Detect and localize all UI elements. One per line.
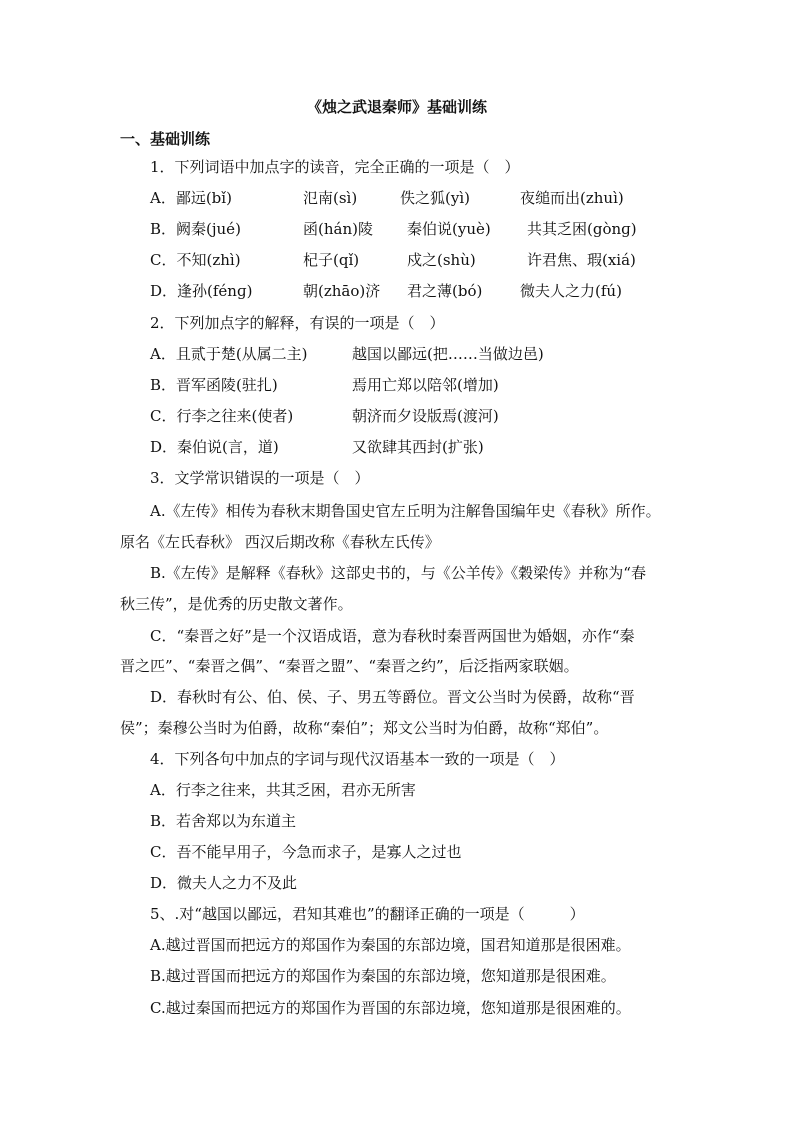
q1-b-item-3: 秦伯说(yuè) <box>407 220 491 238</box>
q1-c-item-4: 许君焦、瑕(xiá) <box>527 251 636 269</box>
q3-option-c-line-1: C．“秦晋之好”是一个汉语成语，意为春秋时秦晋两国世为婚姻，亦作“秦 <box>150 627 635 645</box>
section-heading: 一、基础训练 <box>120 130 211 148</box>
q2-d-item-2: 又欲肆其西封(扩张) <box>352 438 484 456</box>
q4-option-a: A．行李之往来，共其乏困，君亦无所害 <box>150 781 416 799</box>
question-3-stem: 3．文学常识错误的一项是（ ） <box>150 469 370 487</box>
q5-option-a: A.越过晋国而把远方的郑国作为秦国的东部边境，国君知道那是很困难。 <box>150 936 631 954</box>
q2-a-item-1: A．且贰于楚(从属二主) <box>150 345 308 363</box>
q2-a-item-2: 越国以鄙远(把……当做边邑) <box>352 345 544 363</box>
q1-b-item-4: 共其乏困(gònɡ) <box>527 220 637 238</box>
q1-d-item-2: 朝(zhāo)济 <box>303 282 381 300</box>
q3-option-b-line-2: 秋三传”，是优秀的历史散文著作。 <box>120 595 353 613</box>
q3-option-d-line-2: 侯”；秦穆公当时为伯爵，故称“秦伯”；郑文公当时为伯爵，故称“郑伯”。 <box>120 719 609 737</box>
q1-d-item-3: 君之薄(bó) <box>407 282 483 300</box>
q3-option-d-line-1: D．春秋时有公、伯、侯、子、男五等爵位。晋文公当时为侯爵，故称“晋 <box>150 688 635 706</box>
q4-option-b: B．若舍郑以为东道主 <box>150 812 297 830</box>
q2-c-item-1: C．行李之往来(使者) <box>150 407 294 425</box>
question-4-stem: 4．下列各句中加点的字词与现代汉语基本一致的一项是（ ） <box>150 750 565 768</box>
question-1-stem: 1．下列词语中加点字的读音，完全正确的一项是（ ） <box>150 158 520 176</box>
q2-b-item-1: B．晋军函陵(驻扎) <box>150 376 278 394</box>
q1-a-item-3: 佚之狐(yì) <box>400 189 470 207</box>
q1-c-item-2: 杞子(qǐ) <box>303 251 360 269</box>
q3-option-a-line-1: A.《左传》相传为春秋末期鲁国史官左丘明为注解鲁国编年史《春秋》所作。 <box>150 502 661 520</box>
q4-option-d: D．微夫人之力不及此 <box>150 874 298 892</box>
q1-c-item-1: C．不知(zhì) <box>150 251 241 269</box>
page-title: 《烛之武退秦师》基础训练 <box>306 98 487 116</box>
question-2-stem: 2．下列加点字的解释，有误的一项是（ ） <box>150 314 445 332</box>
q1-b-item-2: 函(hán)陵 <box>303 220 373 238</box>
q5-option-b: B.越过晋国而把远方的郑国作为秦国的东部边境，您知道那是很困难。 <box>150 967 616 985</box>
q2-c-item-2: 朝济而夕设版焉(渡河) <box>352 407 499 425</box>
question-5-stem: 5、.对“越国以鄙远，君知其难也”的翻译正确的一项是（ ） <box>150 905 585 923</box>
q1-d-item-1: D．逢孙(fénɡ) <box>150 282 253 300</box>
q5-option-c: C.越过秦国而把远方的郑国作为晋国的东部边境，您知道那是很困难的。 <box>150 999 631 1017</box>
q1-c-item-3: 戍之(shù) <box>407 251 476 269</box>
q1-d-item-4: 微夫人之力(fú) <box>520 282 622 300</box>
q3-option-a-line-2: 原名《左氏春秋》 西汉后期改称《春秋左氏传》 <box>120 533 440 551</box>
q2-d-item-1: D．秦伯说(言，道) <box>150 438 279 456</box>
q3-option-c-line-2: 晋之匹”、“秦晋之偶”、“秦晋之盟”、“秦晋之约”，后泛指两家联姻。 <box>120 657 579 675</box>
q1-a-item-4: 夜缒而出(zhuì) <box>520 189 624 207</box>
q1-a-item-1: A．鄙远(bǐ) <box>150 189 232 207</box>
q2-b-item-2: 焉用亡郑以陪邻(增加) <box>352 376 499 394</box>
q3-option-b-line-1: B.《左传》是解释《春秋》这部史书的，与《公羊传》《穀梁传》并称为“春 <box>150 564 646 582</box>
q1-a-item-2: 氾南(sì) <box>303 189 358 207</box>
q4-option-c: C．吾不能早用子，今急而求子，是寡人之过也 <box>150 843 462 861</box>
q1-b-item-1: B．阙秦(jué) <box>150 220 241 238</box>
